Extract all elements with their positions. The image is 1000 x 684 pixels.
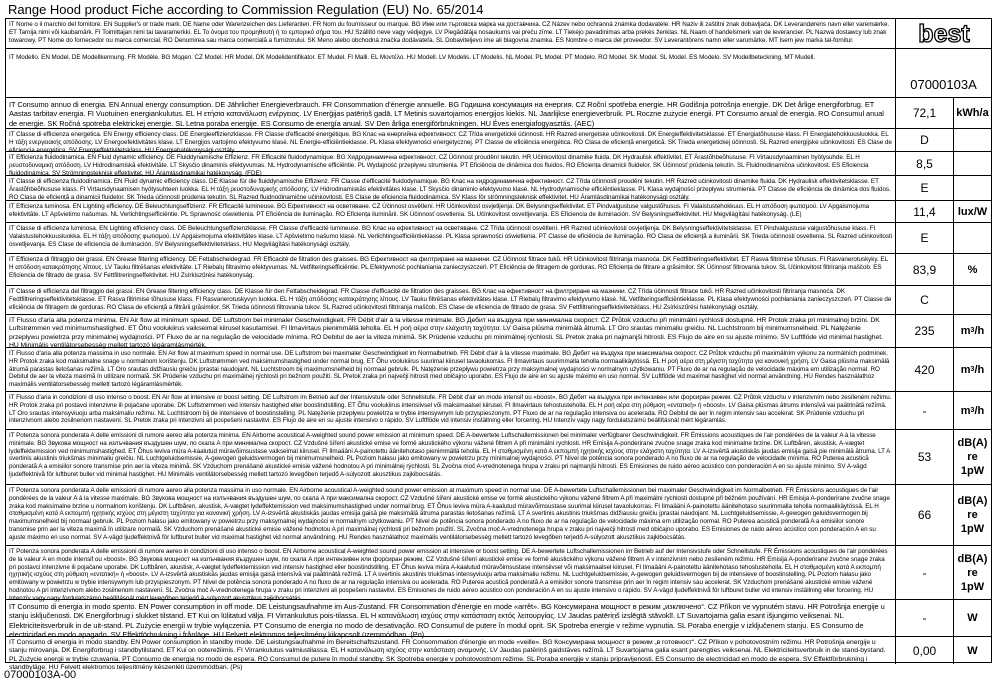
row-value: 235 xyxy=(896,315,954,347)
row-value: 53 xyxy=(896,430,954,484)
row-value: C xyxy=(896,286,954,314)
svg-text:best: best xyxy=(917,19,970,48)
row-unit xyxy=(954,223,991,253)
row-unit: lux/W xyxy=(957,205,988,218)
row-model xyxy=(6,49,991,98)
page-title: Range Hood product Fiche according to Commission Regulation (EU) No. 65/2014 xyxy=(8,2,484,17)
row-airflow-boost xyxy=(6,392,991,430)
row-lighting-efficiency xyxy=(6,201,991,223)
row-description: IT Potenza sonora ponderata A delle emissioni di rumore aereo in condizioni di uso intenso o boost. EN Airborne acoustical A-weighted sound power emission at intensive or boost setting. DE A-bewertete Luftschallemissionen im Betrieb auf der Intensivstufe oder Schnellstufe. FR Émissions acoustiques de l'air pondérées de la valeur A en mode intensif ou «boost». BG Звукова мощност на излъчвания въздушен шум, по скала А при интензивен или форсиран режим. CZ Vzdušné šíření akustické emise ve formě akustického výkonu vážené filtrem A v intenzivním nebo zesíleném režimu. HR Emisija A-ponderirane zvučne snage zraka pri postavci intenzivne ili pojačane uporabe. DK Luftbåren, akustisk, A-vægtet lydeffektemission ved intensiv hastighed eller boostindstilling. ET Õhus leviva müra A-kaalutud müravõimsustase intensiivsel või maksimaalsel kiirusel. FI Ilmaääni A-painotettu äänitehotaso tehostusteholla. EL Η σταθμισμένη κατά Α εκπομπή ηχητικής ισχύος στη ρύθμιση «εντατική» ή «boost». LV A-izsvērtā akustiskās jaudas emisija gaisā intensīvā vai paātrinātā režīmā. LT A svertinis akustinis triukšmas intensyviuoju arba maksimaliu režimu. NL Luchtgeluidsemissie, A-gewogen geluidsvermogen bij de intensieve of boostinstelling. PL Poziom hałasu jako emitowany w powietrzu w trybie intensywnym lub przyspieszonym. PT Nível de potência sonora ponderado A no fluxo de ar na regulação intensiva ou acelerada. RO Puterea acustică ponderată A a emisiilor sonore transmise prin aer în regim intensiv sau accelerat. SK Vzduchom prenášané akustické emisie vážené hodnotou A pri intenzívnom alebo zosilnenom nastavení. SL Zvočna moč A-vrednotenega hrupa v zraku pri intenzivni ali pospešeni nastavitvi. ES Emisiones de ruido aéreo acústico con ponderación A en su ajuste intensivo o rápido. SV A-vägd ljudeffektnivå för luftburet buller vid intensiv inställning eller forcering. HU Intenzív vagy nagy fordulatszámú beállításnál mért levegőben terjedő A-súlyozott akusztikus zajkibocsátás. xyxy=(6,546,896,599)
row-unit xyxy=(954,129,991,151)
row-description: IT Classe di efficienza fluidodinamica. EN Fluid dynamic efficiency class. DE Klasse für die fluiddynamische Effizienz. FR Classe d'efficacité fluidodynamique. BG Клас на хидродинамична ефективност. CZ Třída účinnosti proudění tekutin. HR Razred učinkovitosti dinamike fluida. DK Hydraulisk effektivitetsklasse. ET Ärastõhbeõhususe klass. FI Virtausdynaamisen hyötysuhteen luokka. EL Η τάξη ρευστοδυναμικής απόδοσης. LV Hidrodinamiskās efektivitātes klase. LT Skysčio dinaminio efektyvumo klasė. NL Hydrodynamische efficiëntieklasse. PL Klasa wydajności przepływu strumienia. PT Classe de eficiência de dinâmica dos fluidos. RO Clasa de eficiență a dinamicii fluidelor. SK Trieda účinnosti prúdenia tekutín. SL Razred fluidnodinamične učinkovitosti. ES Clase de eficiencia fluidodinámica. SV Klass för strömningsteknisk effektivitet. HU Áramlásdinamikai hatékonysági osztály. xyxy=(6,176,896,200)
row-description: IT Potenza sonora ponderata A delle emissioni di rumore aereo alla potenza minima. EN Airborne acoustical A-weighted sound power emission at minimum speed. DE A-bewertete Luftschallemissionen bei minimaler verfügbarer Geschwindigkeit. FR Émissions acoustiques de l'air pondérées de la valeur A à la vitesse minimale. BG Звукова мощност на излъчвания въздушен шум, по скала А при минимална скорост. CZ Vzdušné šíření akustické emise ve formě akustického výkonu vážené filtrem A při minimální rychlosti. HR Emisija A-ponderirane zvučne snage zraka kod minimalne brzine. DK Luftbåren, akustisk, A-vægtet lydeffektemission ved minimumshastighed. ET Õhus leviva müra A-kaalutud müravõimsustase vaikseimal kiirusel. FI Ilmaääni A-painotettu äänitehotaso pienimmällä teholla. EL Η σταθμισμένη κατά Α εκπομπή ηχητικής ισχύος στην ελάχιστη ταχύτητα. LV A-izsvērtā akustiskās jaudas emisija gaisā pie minimālā ātruma. LT A svertinis akustinis triukšmas minimaliu greičiu. NL Luchtgeluidsemissie, A-gewogen geluidsvermogen bij minimumsnelheid. PL Poziom hałasu jako emitowany w powietrzu przy minimalnej wydajności. PT Nível de potência sonora ponderado A no fluxo de ar na regulação de velocidade mínima. RO Puterea acustică ponderată A a emisiilor sonore transmise prin aer la viteza minimă. SK Vzduchom prenášané akustické emisie vážené hodnotou A pri minimálnej rýchlosti. SL Zvočna moč A-vrednotenega hrupa v zraku pri najmanjši hitrosti. ES Emisiones de ruido aéreo acústico con ponderación A en su ajuste mínimo. SV A-vägd ljudeffektnivå för luftburet buller vid minimal hastighet. HU Minimális ventilátorsebesség mellett tartozó levegőben terjedő A-súlyozott akusztikus zajkibocsátás. xyxy=(6,430,896,484)
row-energy-class xyxy=(6,129,991,152)
row-value: 420 xyxy=(896,348,954,391)
row-unit xyxy=(954,176,991,200)
row-unit: W xyxy=(967,644,978,657)
row-unit: dB(A) re 1pW xyxy=(957,495,988,535)
row-power-off xyxy=(6,600,991,637)
row-value: 11,4 xyxy=(896,201,954,222)
row-description: IT Potenza sonora ponderata A delle emissioni di rumore aereo alla potenza massima in uso normale. EN Airborne acoustical A-weighted sound power emission at maximum speed in normal use. DE A-bewertete Luftschallemissionen bei maximaler Geschwindigkeit im Normalbetrieb. FR Émissions acoustiques de l'air pondérées de la valeur A à la vitesse maximale. BG Звукова мощност на излъчвания въздушен шум, по скала А при максимална скорост. CZ Vzdušné šíření akustické emise ve formě akustického výkonu vážené filtrem A při maximální rychlosti dostupné při běžném používání. HR Emisija A-ponderirane zvučne snage zraka kod maksimalne brzine u normalnom korištenju. DK Luftbåren, akustisk, A-vægtet lydeffektemission ved maksimumshastighed under normal brug. ET Õhus leviva müra A-kaalutud müravõimsustase suurimal kiirusel tavaolukorras. FI Ilmaääni A-painotettu äänitehotaso suurimmalla teholla normaalikäytössä. EL Η σταθμισμένη κατά Α εκπομπή ηχητικής ισχύος στη μέγιστη ταχύτητα για κανονική χρήση. LV A-izsvērtā akustiskās jaudas emisija gaisā pie maksimālā ātruma parastas lietošanas režīmā. LT A svertinis akustinis triukšmas didžiausiu greičiu įprastai naudojant. NL Luchtgeluidsemissie, A-gewogen geluidsvermogen bij maximumsnelheid bij normaal gebruik. PL Poziom hałasu jako emitowany w powietrzu przy maksymalnej wydajności w normalnym użytkowaniu. PT Nível de potência sonora ponderado A no fluxo de ar na regulação de velocidade máxima em utilização normal. RO Puterea acustică ponderată A a emisiilor sonore transmise prin aer la viteza maximă în utilizare normală. SK Vzduchom prenášané akustické emisie vážené hodnotou A pri maximálnej rýchlosti pri bežnom použití. SL Zvočna moč A-vrednotenega hrupa v zraku pri največji hitrosti med običajno uporabo. ES Emisiones de ruido aéreo acústico con ponderación A en su ajuste máximo en uso normal. SV A-vägd ljudeffektnivå för luftburet buller vid maximal hastighet vid normal användning. HU Rendes használathoz maximális ventilátorsebesség mellett tartozó levegőben terjedő A-súlyozott akusztikus zajkibocsátás. xyxy=(6,485,896,545)
row-description: IT Classe di efficienza del filtraggio dei grassi. EN Grease filtering efficiency class. DE Klasse für den Fettabscheidegrad. FR Classe d'efficacité de filtration des graisses. BG Клас на ефективност на филтриране на мазнини. CZ Třída účinnosti filtrace tuků. HR Razred učinkovitosti filtriranja masnoća. DK Fedtfiltreringseffektivitetsklasse. ET Rasva filtrimise tõhususe klass. FI Rasvanerotuskyvyn luokka. EL Η τάξη απόδοσης κατακράτησης λίπους. LV Tauku filtrēšanas efektivitātes klase. LT Riebalų filtravimo efektyvumo klasė. NL Vetfilteringsefficiëntieklasse. PL Klasa efektywności pochłaniania zanieczyszczeń. PT Classe de eficiência de filtragem de gorduras. RO Clasa de eficiență a filtrării grăsimilor. SK Trieda účinnosti filtrovania tukov. SL Razred učinkovitosti filtriranja maščob. ES Clase de eficiencia de filtrado de grasa. SV Fettfiltreringseffektivitetsklass. HU Zsírkiszűrési hatékonysági osztály. xyxy=(6,286,896,314)
row-fde xyxy=(6,152,991,176)
row-value: - xyxy=(896,600,954,636)
row-value: E xyxy=(896,176,954,200)
row-description: IT Efficienza di filtraggio dei grassi. EN Grease filtering efficiency. DE Fettabscheidegrad. FR Efficacité de filtration des graisses. BG Ефективност на филтриране на мазнини. CZ Účinnost filtrace tuků. HR Učinkovitost filtriranja masnoća. DK Fedtfiltreringseffektivitet. ET Rasva filtrimise tõhusus. FI Rasvanerotuskyky. EL Η απόδοση κατακράτησης λίπους. LV Tauku filtrēšanas efektivitāte. LT Riebalų filtravimo efektyvumas. NL Vetfilteringsefficiëntie. PL Efektywność pochłaniania zanieczyszczeń. PT Eficiência de filtragem de gorduras. RO Eficiența de filtrare a grăsimilor. SK Účinnosť filtrovania tukov. SL Učinkovitost filtriranja maščob. ES Eficiencia de filtrado de grasa. SV Fettfiltreringseffektivitet. HU Zsírkiszűrési hatékonyság. xyxy=(6,254,896,285)
row-value: - xyxy=(896,392,954,429)
row-unit: kWh/a xyxy=(956,107,989,119)
footer-code: 07000103A-00 xyxy=(4,669,77,681)
row-value: 83,9 xyxy=(896,254,954,285)
row-description: IT Flusso d'aria alla potenza massima in uso normale. EN Air flow at maximum speed in normal use. DE Luftstrom bei maximaler Geschwindigkeit im Normalbetrieb. FR Débit d'air à la vitesse maximale. BG Дебит на въздуха при максимална скорост. CZ Průtok vzduchu při maximálním výkonu za normálních podmínek. HR Protok zraka kod maksimalne snage u normalnom korištenju. DK Luftstrømmen ved maksimumshastighed under normal brug. ET Õhu voolukiirus suurimal kiirusel tavaolukorras. FI Ilmavirtaus suurimmalla teholla normaalikäytössä. EL Η ροή αέρα στη μέγιστη ταχύτητα για κανονική χρήση. LV Gaisa plūsma maksimālā ātrumā parastas lietošanas režīmā. LT Oro srautas didžiausiu greičiu įprastai naudojant. NL Luchtstroom bij maximumsnelheid bij normaal gebruik. PL Natężenie przepływu powietrza przy maksymalnej wydajności w normalnym użytkowaniu. PT Fluxo de ar na regulação de velocidade máxima em utilização normal. RO Debitul de aer la viteza maximă în utilizare normală. SK Prúdenie vzduchu pri maximálnej rýchlosti pri bežnom použití. SL Pretok zraka pri največji hitrosti med običajno uporabo. ES Flujo de aire en su ajuste máximo en uso normal. SV Luftflöde vid maximal hastighet vid normal användning. HU Rendes használathoz maximális ventilátorsebesség mellett tartozó légáramlásmérték. xyxy=(6,348,896,391)
row-value: - xyxy=(896,546,954,599)
row-unit: m 3 /h xyxy=(960,325,985,337)
row-airflow-min xyxy=(6,315,991,348)
row-unit: dB(A) re 1pW xyxy=(957,437,988,477)
row-airflow-max xyxy=(6,348,991,392)
row-description: IT Classe di efficienza luminosa. EN Lighting efficiency class. DE Beleuchtungseffizienzklasse. FR Classe d'efficacité lumineuse. BG Клас на ефективност на осветяване. CZ Třída účinnosti osvětlení. HR Razred učinkovitosti osvjetljenja. DK Belysningseffektivitetsklasse. ET Pindvalgustuse valgustõhususe klass. FI Valaistustehokkuusluokka. EL Η τάξη απόδοσης φωτισμού. LV Apgaismojuma efektivitātes klase. LT Apšvietimo našumo klasė. NL Verlichtingsefficiëntieklasse. PL Klasa sprawności oświetlenia. PT Classe de eficiência de iluminação. RO Clasa de eficiență a iluminării. SK Trieda účinnosti osvetlenia. SL Razred učinkovitosti osvetljevanja. ES Clase de eficiencia de iluminación. SV Belysningseffektivitetsklass. HU Megvilágítási hatékonysági osztály. xyxy=(6,223,896,253)
row-value: D xyxy=(896,129,954,151)
row-unit: m 3 /h xyxy=(960,363,985,376)
row-description: IT Consumo di energia in modo spento. EN Power consumption in off mode. DE Leistungsaufnahme im Aus-Zustand. FR Consommation d'énergie en mode «arrêt». BG Консумирана мощност в режим „изключено“. CZ Příkon ve vypnutém stavu. HR Potrošnja energije u stanju isključenosti. DK Energiforbrug i slukket tilstand. ET Kui on lülitatud välja. FI Virrankulutus pois-tilassa. EL Η κατανάλωση ισχύος στην κατάσταση εκτός λειτουργίας. LV Jaudas patēriņš izslēgtā stāvoklī. LT Suvartojama galia esant išjungimo veiksenai. NL Elektriciteitsverbruik in de uit-stand. PL Zużycie energii w trybie wyłączenia. PT Consumo de energia no modo de desativação. RO Consumul de putere în modul oprit. SK Spotreba energie v režime vypnutia. SL Poraba energije v izključenem stanju. ES Consumo de electricidad en modo apagado. SV Effektförbrukning i frånläge. HU Felvett elektromos teljesítmény kikapcsolt üzemmódban. (Po) xyxy=(6,600,896,636)
row-unit: m 3 /h xyxy=(960,404,985,417)
row-grease-class xyxy=(6,286,991,315)
row-unit: W xyxy=(967,612,978,624)
row-value: 0,00 xyxy=(896,637,954,664)
row-description: IT Flusso d'aria alla potenza minima. EN Air flow at minimum speed. DE Luftstrom bei minimaler Geschwindigkeit. FR Débit d'air à la vitesse minimale. BG Дебит на въздуха при минимална скорост. CZ Průtok vzduchu při minimální rychlosti dostupné. HR Protok zraka pri minimalnoj brzini. DK Luftstrømmen ved minimumshastighed. ET Õhu voolukiirus vaikseimal kiirusel kasutamisel. FI Ilmavirtaus pienimmällä teholla. EL Η ροή αέρα στην ελάχιστη ταχύτητα. LV Gaisa plūsma minimālā ātrumā. LT Oro srautas minimaliu greičiu. NL Luchtstroom bij minimumsnelheid. PL Natężenie przepływu powietrza przy minimalnej wydajności. PT Fluxo de ar na regulação de velocidade mínima. RO Debitul de aer la viteza minimă. SK Prúdenie vzduchu pri minimálnej rýchlosti. SL Pretok zraka pri najmanjši hitrosti. ES Flujo de aire en su ajuste mínimo. SV Luftflöde vid minimal hastighet. HU Minimális ventilátorsebesség mellett tartozó légáramlásmérték. xyxy=(6,315,896,347)
row-annual-energy xyxy=(6,98,991,129)
row-description: IT Nome o il marchio del fornitore. EN Supplier's or trade mark. DE Name oder Warenzeichen des Lieferanten. FR Nom du fournisseur ou marque. BG Име или търговска марка на доставчика. CZ Název nebo ochranná známka dodavatele. HR Naziv ili zaštitni znak dobavljača. DK Leverandørens navn eller varemærke. ET Tarnija nimi või kaubamärk. FI Toimittajan nimi tai tavaramerkki. EL Το όνομα του προμηθευτή ή το εμπορικό σήμα του. HU Szállító neve vagy védjegye. LV Piegādātāja nosaukums vai preču zīme. LT Tiekėjo pavadinimas arba prekės ženklas. NL Naam of handelsmerk van de leverancier. PL Nazwa dostawcy lub znak towarowy. PT Nome do fornecedor ou marca comercial. RO Denumirea sau marca comercială a furnizorului. SK Meno alebo obchodná značka dodávateľa. SL Dobaviteljevo ime ali blagovna znamka. ES Nombre o marca del proveedor. SV Leverantörens namn eller varumärke. MT Isem jew marka tal-fornitur. xyxy=(6,19,896,48)
row-value: 8,5 xyxy=(896,152,954,175)
row-lighting-class xyxy=(6,223,991,254)
best-logo-icon xyxy=(901,19,987,49)
row-description: IT Efficienza luminosa. EN Lighting efficiency. DE Beleuchtungseffizienz. FR Efficacité lumineuse. BG Ефективност на осветяване. CZ Účinnost osvětlení. HR Učinkovitost osvjetljenja. DK Belysningseffektivitet. ET Pindvalgustuse valgustõhusus. FI Valaistustehokkuus. EL Η απόδοση φωτισμού. LV Apgaismojuma efektivitāte. LT Apšvietimo našumas. NL Verlichtingsefficiëntie. PL Sprawność oświetlenia. PT Eficiência de iluminação. RO Eficiența iluminării. SK Účinnosť osvetlenia. SL Učinkovitost osvetljevanja. ES Eficiencia de iluminación. SV Belysningseffektivitet. HU Megvilágítási hatékonyság. (LE) xyxy=(6,201,896,222)
row-unit: dB(A) re 1pW xyxy=(957,552,988,593)
row-noise-min xyxy=(6,430,991,485)
brand-logo xyxy=(896,19,991,48)
row-value: E xyxy=(896,223,954,253)
row-unit xyxy=(954,152,991,175)
row-grease-filtering xyxy=(6,254,991,286)
row-description: IT Efficienza fluidodinamica. EN Fluid dynamic efficiency. DE Fluiddynamische Effizienz. FR Efficacité fluidodynamique. BG Хидродинамична ефективност. CZ Účinnost proudění tekutin. HR Učinkovitost dinamike fluida. DK Hydraulisk effektivitet. ET Ärastõhbeõhususe. FI Virtausdynaaminen hyötysuhde. EL Η ρευστοδυναμική απόδοση. LV Hidrodinamiskā efektivitāte. LT Skysčio dinaminis efektyvumas. NL Hydrodynamische efficiëntie. PL Wydajność przepływu strumienia. PT Eficiência de dinâmica dos fluidos. RO Eficiența dinamicii fluidelor. SK Účinnosť prúdenia tekutín. SL Fluidnodinamična učinkovitost. ES Eficiencia fluidodinámica. SV Strömningsteknisk effektivitet. HU Áramlásdinamikai hatékonyság. (FDE) xyxy=(6,152,896,175)
row-unit xyxy=(954,286,991,314)
row-value: 72,1 xyxy=(896,98,954,128)
row-power-standby xyxy=(6,637,991,672)
row-noise-max xyxy=(6,485,991,546)
row-noise-boost xyxy=(6,546,991,600)
row-description: IT Consumo annuo di energia. EN Annual energy consumption. DE Jährlicher Energieverbrauch. FR Consommation d'énergie annuelle. BG Годишна консумация на енергия. CZ Roční spotřeba energie. HR Godišnja potrošnja energije. DK Det årlige energiforbrug. ET Aastas tarbitav energia. FI Vuotuinen energiankulutus. EL Η ετήσια κατανάλωση ενέργειας. LV Enerģijas patēriņš gadā. LT Metinis suvartojamos energijos kiekis. NL Jaarlijkse energieverbruik. PL Roczne zużycie energii. PT Consumo anual de energia. RO Consumul anual de energie. SK Ročná spotreba elektrickej energie. SL Letna poraba energije. ES Consumo de energía anual. SV Den årliga energiförbrukningen. HU Éves energiafogyasztás. (AEC) xyxy=(6,98,896,128)
row-description: IT Flusso d'aria in condizioni di uso intenso o boost. EN Air flow at intensive or boost setting. DE Luftstrom im Betrieb auf der Intensivstufe oder Schnellstufe. FR Débit d'air en mode intensif ou «boost». BG Дебит на въздуха при интензивен или форсиран режим. CZ Průtok vzduchu v intenzivním nebo zesíleném režimu. HR Protok zraka pri postavci intenzivne ili pojačane uporabe. DK Luftstrømmen ved intensiv hastighed eller boostindstilling. ET Õhu voolukiirus intensiivsel või maksimaalsel kiirusel. FI Ilmavirtaus tehostusteholla. EL Η ροή αέρα στη ρύθμιση «εντατική» ή «boost». LV Gaisa plūsmas ātrums intensīvā vai paātrinātā režīmā. LT Oro srautas intensyviuoju arba maksimaliu režimu. NL Luchtstroom bij de intensieve of boostinstelling. PL Natężenie przepływu powietrza w trybie intensywnym lub przyspieszonym. PT Fluxo de ar na regulação intensiva ou acelerada. RO Debitul de aer în regim intensiv sau accelerat. SK Prúdenie vzduchu pri intenzívnom alebo zosilnenom nastavení. SL Pretok zraka pri intenzivni ali pospešeni nastavitvi. ES Flujo de aire en su ajuste intensivo o rápido. SV Luftflöde vid intensiv inställning eller forcering. HU Intenzív vagy nagy fordulatszámú beállításnál mért légáramlás. xyxy=(6,392,896,429)
row-fde-class xyxy=(6,176,991,201)
row-description: IT Modello. EN Model. DE Modellkennung. FR Modèle. BG Модел. CZ Model. HR Model. DK Modelidentifikator. ET Mudel. FI Malli. EL Μοντέλο. HU Modell. LV Modelis. LT Modelis. NL Model. PL Model. PT Modelo. RO Model. SK Model. SL Model. ES Modelo. SV Modellbeteckning. MT Mudell. xyxy=(6,49,896,97)
row-unit: % xyxy=(967,263,978,276)
model-identifier: 07000103A xyxy=(910,77,977,92)
row-description: IT Classe di efficienza energetica. EN Energy efficiency class. DE Energieeffizienzklasse. FR Classe d'efficacité énergétique. BG Клас на енергийна ефективност. CZ Třída energetické účinnosti. HR Razred energetske učinkovitosti. DK Energieffektivitetsklasse. ET Energiatõhususe klass. FI Energiatehokkuusluokka. EL Η τάξη ενεργειακής απόδοσης. LV Energoefektivitātes klase. LT Energijos vartojimo efektyvumo klasė. NL Energie-efficiëntieklasse. PL Klasa efektywności energetycznej. PT Classe de eficiência energética. RO Clasa de eficiență energetică. SK Trieda energetickej účinnosti. SL Razred energijske učinkovitosti. ES Clase de eficiencia energética. SV Energieffektivitetsklass. HU Energiahatékonysági osztály. xyxy=(6,129,896,151)
row-description: IT Consumo di energia in modo standby. EN Power consumption in standby mode. DE Leistungsaufnahme im Bereitschaftszustand. FR Consommation d'énergie en mode «veille». BG Консумирана мощност в режим „в готовност“. CZ Příkon v pohotovostním režimu. HR Potrošnja energije u stanju mirovanja. DK Energiforbrug i standbytilstand. ET Kui on ooterežiimis. FI Virrankulutus valmiustilassa. EL Η κατανάλωση ισχύος στην κατάσταση αναμονής. LV Jaudas patēriņš gaidstāves režīmā. LT Suvartojama galia esant parengties veiksenai. NL Elektriciteitsverbruik in de stand-bystand. PL Zużycie energii w trybie czuwania. PT Consumo de energia no modo de espera. RO Consumul de putere în modul standby. SK Spotreba energie v pohotovostnom režime. SL Poraba energije v stanju pripravljenosti. ES Consumo de electricidad en modo de espera. SV Effektförbrukning i standbyläge. HU Felvett elektromos teljesítmény készenléti üzemmódban. (Ps) xyxy=(6,637,896,664)
row-value: 66 xyxy=(896,485,954,545)
row-supplier xyxy=(6,19,991,49)
product-fiche-table xyxy=(5,18,992,672)
